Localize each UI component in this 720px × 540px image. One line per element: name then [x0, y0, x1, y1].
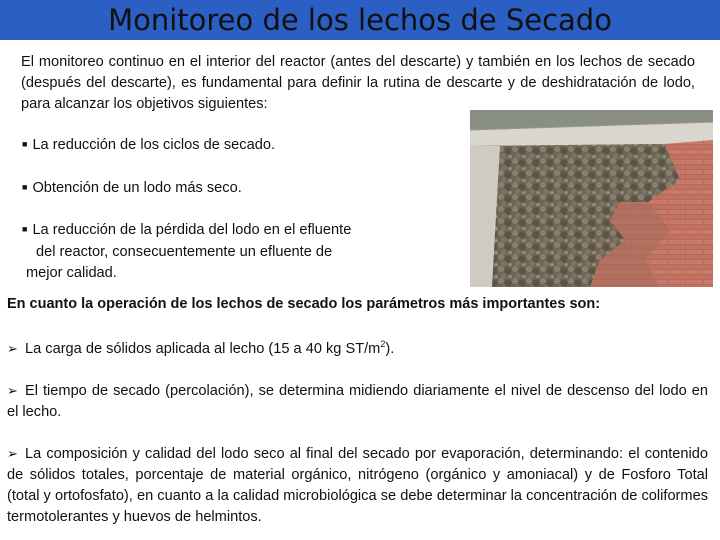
arrow-bullet-icon: ➢	[7, 341, 18, 356]
drying-bed-photo	[470, 110, 713, 287]
square-bullet-icon: ■	[22, 139, 28, 149]
section-heading: En cuanto la operación de los lechos de secado los parámetros más importantes son:	[7, 296, 601, 312]
parameter-item: ➢ La carga de sólidos aplicada al lecho (15 a 40 kg $ST/m^2$).	[7, 339, 395, 357]
bullet-item: ■ La reducción de la pérdida del lodo en el efluente del reactor, consecuentemente un efluente de mejor calidad.	[22, 222, 352, 281]
square-bullet-icon: ■	[22, 224, 28, 234]
drying-bed-image	[470, 110, 713, 287]
intro-paragraph: El monitoreo continuo en el interior del reactor (antes del descarte) y también en los lechos de secado (después del descarte), es fundamental para definir la rutina de descarte y de deshidratación de lodo, para alcanzar los objetivos siguientes:	[21, 54, 695, 112]
parameter-item: ➢ El tiempo de secado (percolación), se determina midiendo diariamente el nivel de descenso del lodo en el lecho.	[7, 380, 708, 423]
square-bullet-icon: ■	[22, 182, 28, 192]
arrow-bullet-icon: ➢	[7, 446, 18, 461]
page-title: Monitoreo de los lechos de Secado	[108, 3, 612, 37]
bullet-item: ■ La reducción de los ciclos de secado.	[22, 137, 276, 153]
arrow-bullet-icon: ➢	[7, 383, 18, 398]
bullet-item: ■ Obtención de un lodo más seco.	[22, 180, 242, 196]
parameter-item: ➢ La composición y calidad del lodo seco al final del secado por evaporación, determinando: el contenido de sólidos totales, porcentaje de material orgánico, nitrógeno (orgánico y amoniacal) y de Fosforo Total (total y ortofosfato), en cuanto a la calidad microbiológica se debe determinar la concentración de coliformes termotolerantes y huevos de helmintos.	[7, 443, 708, 528]
